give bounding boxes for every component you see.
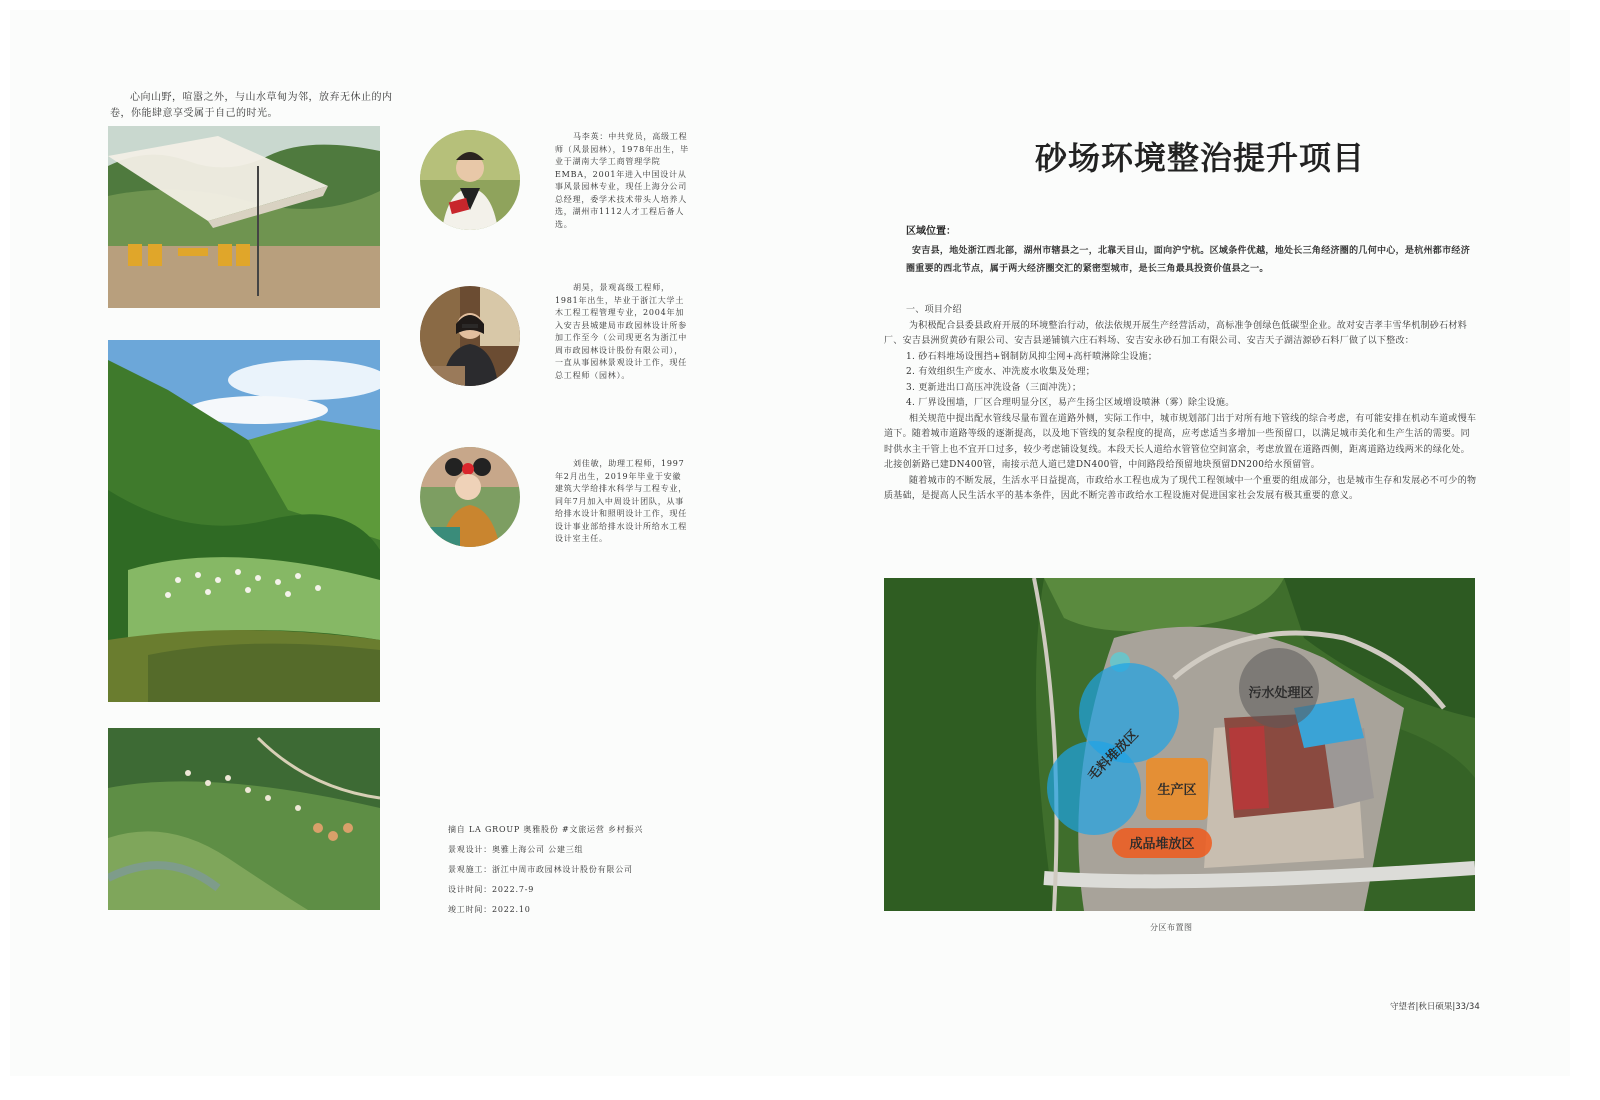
credit-completion-time: 竣工时间：2022.10 [448, 905, 531, 914]
intro-text: 心向山野，喧嚣之外，与山水草甸为邻，放弃无休止的内卷，你能肆意享受属于自己的时光。 [110, 92, 393, 119]
profile-photo-2 [420, 286, 520, 386]
page-folio: 守望者|秋日硕果|33/34 [1390, 1002, 1480, 1012]
map-caption: 分区布置图 [1150, 923, 1193, 932]
credit-landscape-design: 景观设计：奥雅上海公司 公建三组 [448, 845, 584, 854]
project-credits [448, 820, 643, 920]
list-item: 2. 有效组织生产废水、冲洗废水收集及处理； [906, 367, 1096, 377]
aerial-campsite-photo [108, 728, 380, 910]
production-zone-label: 生产区 [1157, 783, 1197, 798]
profile-bio-2: 胡昊，景观高级工程师，1981年出生，毕业于浙江大学土木工程工程管理专业，2004年加入安吉县城建局市政园林设计所参加工作至今（公司现更名为浙江中周市政园林设计股份有限公司），一直从事园林景观设计工作，现任总工程师（园林）。 [555, 283, 687, 380]
profile-photo-3 [420, 447, 520, 547]
profile-photo-1 [420, 130, 520, 230]
list-item: 4. 厂界设围墙，厂区合理明显分区，易产生扬尘区域增设喷淋（雾）除尘设施。 [906, 398, 1235, 408]
list-item: 3. 更新进出口高压冲洗设备（三面冲洗）； [906, 382, 1082, 393]
closing-paragraph: 随着城市的不断发展，生活水平日益提高，市政给水工程也成为了现代工程领域中一个重要的组成部分，也是城市生存和发展必不可少的物质基础，是提高人民生活水平的基本条件，因此不断完善市政给水工程设施对促进国家社会发展有极其重要的意义。 [884, 475, 1477, 501]
zoning-map [884, 578, 1475, 911]
raw-material-zone-label: 毛料堆放区 [1085, 727, 1142, 784]
region-heading: 区域位置： [906, 226, 956, 237]
list-item: 1. 砂石料堆场设围挡+钢制防风抑尘网+高杆喷淋除尘设施； [906, 351, 1158, 362]
section-heading: 一、项目介绍 [906, 305, 962, 315]
profile-bio-1: 马李英：中共党员，高级工程师（风景园林），1978年出生，毕业于湖南大学工商管理学院EMBA，2001年进入中国设计从事风景园林专业，现任上海分公司总经理，委学术技术带头人培养人选，湖州市1112人才工程后备人选。 [555, 132, 689, 229]
credit-source: 摘自 LA GROUP 奥雅股份 #文旅运营 乡村振兴 [448, 825, 644, 834]
finished-goods-zone-label: 成品堆放区 [1129, 837, 1195, 852]
credit-construction: 景观施工：浙江中周市政园林设计股份有限公司 [448, 865, 633, 874]
pipeline-paragraph: 相关规范中提出配水管线尽量布置在道路外侧，实际工作中，城市规划部门出于对所有地下管线的综合考虑，有可能安排在机动车道或慢车道下。随着城市道路等级的逐渐提高，以及地下管线的复杂程度的提高，应考虑适当多增加一些预留口，以满足城市美化和生产生活的需要。同时供水主干管上也不宜开口过多，较少考虑铺设复线。本段天长人道给水管管位空间富余，考虑放置在道路西侧，距离道路边线两米的绿化处。北接创新路已建DN400管，南接示范人道已建DN400管，中间路段给预留地块预留DN200给水预留管。 [884, 413, 1477, 470]
mountain-valley-photo [108, 340, 380, 702]
magazine-spread [10, 10, 1570, 1076]
sewage-zone-label: 污水处理区 [1248, 686, 1314, 701]
credit-design-time: 设计时间：2022.7-9 [448, 885, 535, 894]
article-title: 砂场环境整治提升项目 [1034, 139, 1365, 177]
canopy-lounge-photo [108, 126, 380, 308]
project-introduction [884, 303, 1477, 505]
profile-bio-3: 刘佳敏，助理工程师，1997年2月出生，2019年毕业于安徽建筑大学给排水科学与工程专业，同年7月加入中周设计团队，从事给排水设计和照明设计工作，现任设计事业部给排水设计所给水工程设计室主任。 [555, 459, 687, 543]
region-text: 安吉县，地处浙江西北部，湖州市辖县之一，北靠天目山，面向沪宁杭。区域条件优越，地处长三角经济圈的几何中心，是杭州都市经济圈重要的西北节点，属于两大经济圈交汇的紧密型城市，是长三角最具投资价值县之一。 [906, 246, 1471, 274]
intro-paragraph: 为积极配合县委县政府开展的环境整治行动，依法依规开展生产经营活动，高标准争创绿色低碳型企业。故对安吉孝丰雪华机制砂石材料厂、安吉县洲贸黄砂有限公司、安吉县递铺镇六庄石料场、安吉安永砂石加工有限公司、安吉天子湖洁源砂石料厂做了以下整改： [884, 320, 1468, 346]
